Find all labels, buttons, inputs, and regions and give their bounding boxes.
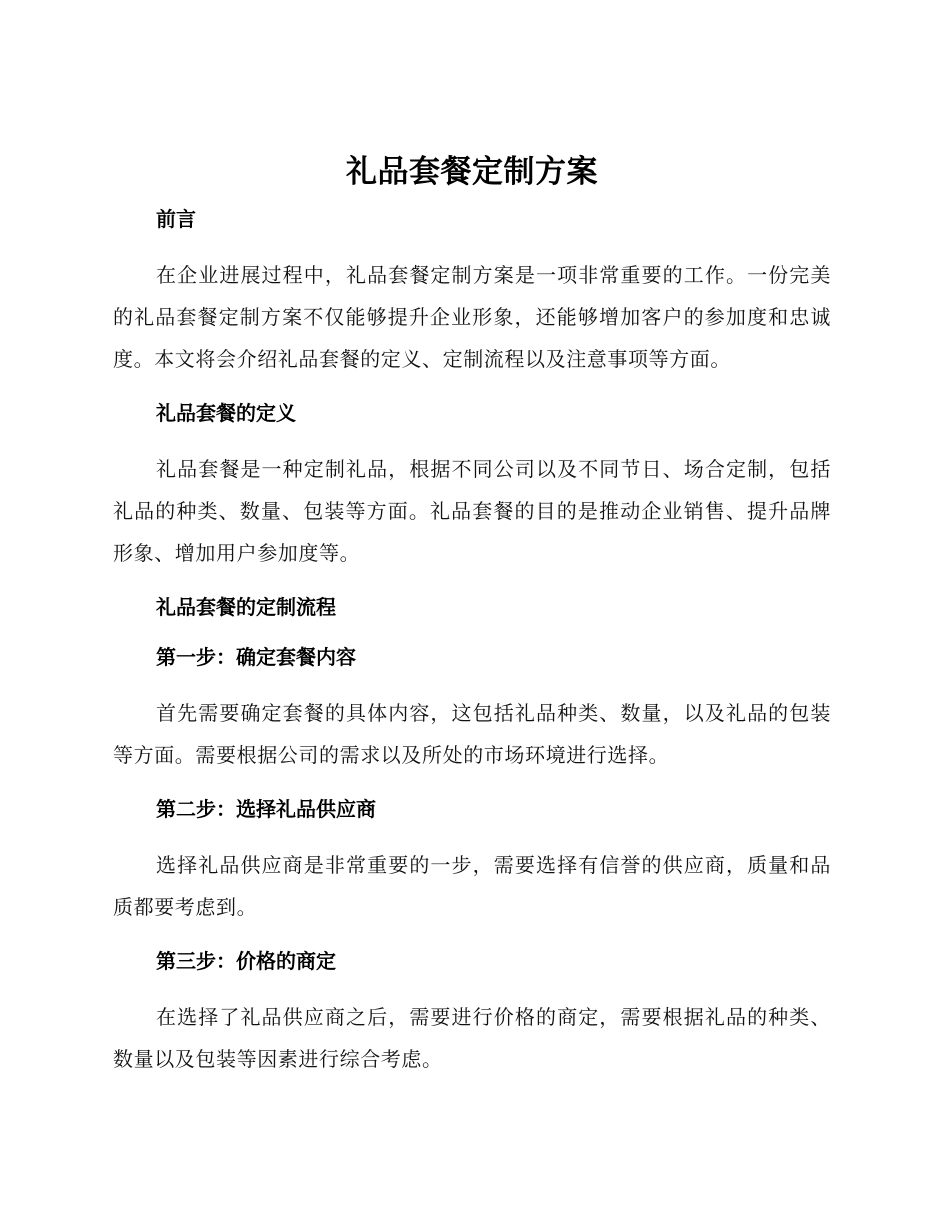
section-paragraph-preface: 在企业进展过程中，礼品套餐定制方案是一项非常重要的工作。一份完美的礼品套餐定制方案不仅能够提升企业形象，还能够增加客户的参加度和忠诚度。本文将会介绍礼品套餐的定义、定制流程以及注意事项等方面。 (113, 263, 831, 371)
section-paragraph-definition: 礼品套餐是一种定制礼品，根据不同公司以及不同节日、场合定制，包括礼品的种类、数量、包装等方面。礼品套餐的目的是推动企业销售、提升品牌形象、增加用户参加度等。 (113, 457, 831, 565)
section-heading-step-1: 第一步：确定套餐内容 (156, 645, 356, 669)
section-heading-preface: 前言 (156, 207, 196, 231)
section-paragraph-step-2: 选择礼品供应商是非常重要的一步，需要选择有信誉的供应商，质量和品质都要考虑到。 (113, 853, 831, 919)
section-paragraph-step-1: 首先需要确定套餐的具体内容，这包括礼品种类、数量，以及礼品的包装等方面。需要根据公司的需求以及所处的市场环境进行选择。 (113, 701, 831, 767)
document-page (113, 150, 831, 1080)
document-title: 礼品套餐定制方案 (346, 154, 598, 190)
section-heading-process: 礼品套餐的定制流程 (156, 595, 336, 619)
section-heading-step-3: 第三步：价格的商定 (156, 949, 336, 973)
section-heading-step-2: 第二步：选择礼品供应商 (156, 797, 376, 821)
section-paragraph-step-3: 在选择了礼品供应商之后，需要进行价格的商定，需要根据礼品的种类、数量以及包装等因素进行综合考虑。 (113, 1005, 831, 1071)
section-heading-definition: 礼品套餐的定义 (156, 401, 296, 425)
